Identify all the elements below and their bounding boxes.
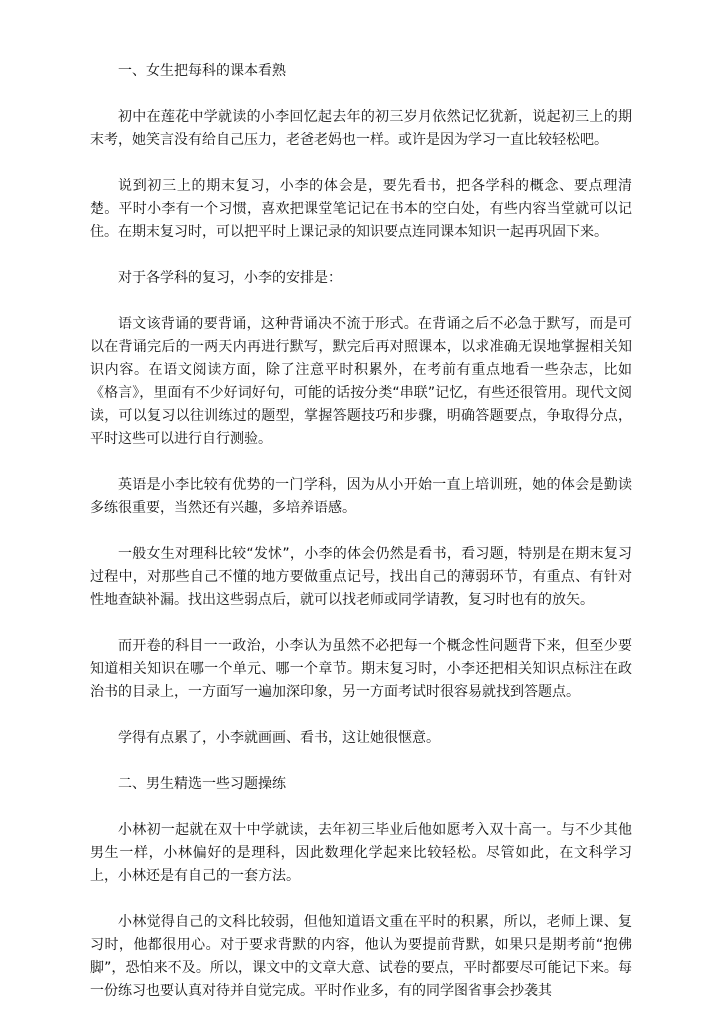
paragraph: 小林初一起就在双十中学就读，去年初三毕业后他如愿考入双十高一。与不少其他男生一样，小林偏好的是理科，因此数理化学起来比较轻松。尽管如此，在文科学习上，小林还是有自己的一套方法。 [90,822,632,884]
paragraph: 英语是小李比较有优势的一门学科，因为从小开始一直上培训班，她的体会是勤读多练很重要，当然还有兴趣，多培养语感。 [90,477,632,516]
paragraph: 对于各学科的复习，小李的安排是： [118,270,342,286]
paragraph: 学得有点累了，小李就画画、看书，这让她很惬意。 [118,730,440,746]
section-heading: 二、男生精选一些习题操练 [118,776,286,792]
paragraph: 语文该背诵的要背诵，这种背诵决不流于形式。在背诵之后不必急于默写，而是可以在背诵完后的一两天内再进行默写，默完后再对照课本，以求准确无误地掌握相关知识内容。在语文阅读方面，除了注意平时积累外，在考前有重点地看一些杂志，比如《格言》，里面有不少好词好句，可能的话按分类“串联”记忆，有些还很管用。现代文阅读，可以复习以往训练过的题型，掌握答题技巧和步骤，明确答题要点，争取得分点，平时这些可以进行自行测验。 [90,316,632,447]
document-body [90,60,632,1026]
paragraph: 说到初三上的期末复习，小李的体会是，要先看书，把各学科的概念、要点理清楚。平时小李有一个习惯，喜欢把课堂笔记记在书本的空白处，有些内容当堂就可以记住。在期末复习时，可以把平时上课记录的知识要点连同课本知识一起再巩固下来。 [90,178,632,240]
section-heading: 一、女生把每科的课本看熟 [118,63,286,79]
paragraph: 而开卷的科目一一政治，小李认为虽然不必把每一个概念性问题背下来，但至少要知道相关知识在哪一个单元、哪一个章节。期末复习时，小李还把相关知识点标注在政治书的目录上，一方面写一遍加深印象，另一方面考试时很容易就找到答题点。 [90,638,632,700]
paragraph: 一般女生对理科比较“发怵”，小李的体会仍然是看书，看习题，特别是在期末复习过程中，对那些自己不懂的地方要做重点记号，找出自己的薄弱环节，有重点、有针对性地查缺补漏。找出这些弱点后，就可以找老师或同学请教，复习时也有的放矢。 [90,546,632,608]
paragraph: 小林觉得自己的文科比较弱，但他知道语文重在平时的积累，所以，老师上课、复习时，他都很用心。对于要求背默的内容，他认为要提前背默，如果只是期考前“抱佛脚”，恐怕来不及。所以，课文中的文章大意、试卷的要点，平时都要尽可能记下来。每一份练习也要认真对待并自觉完成。平时作业多，有的同学图省事会抄袭其 [90,914,632,999]
paragraph: 初中在莲花中学就读的小李回忆起去年的初三岁月依然记忆犹新，说起初三上的期末考，她笑言没有给自己压力，老爸老妈也一样。或许是因为学习一直比较轻松吧。 [90,109,632,148]
